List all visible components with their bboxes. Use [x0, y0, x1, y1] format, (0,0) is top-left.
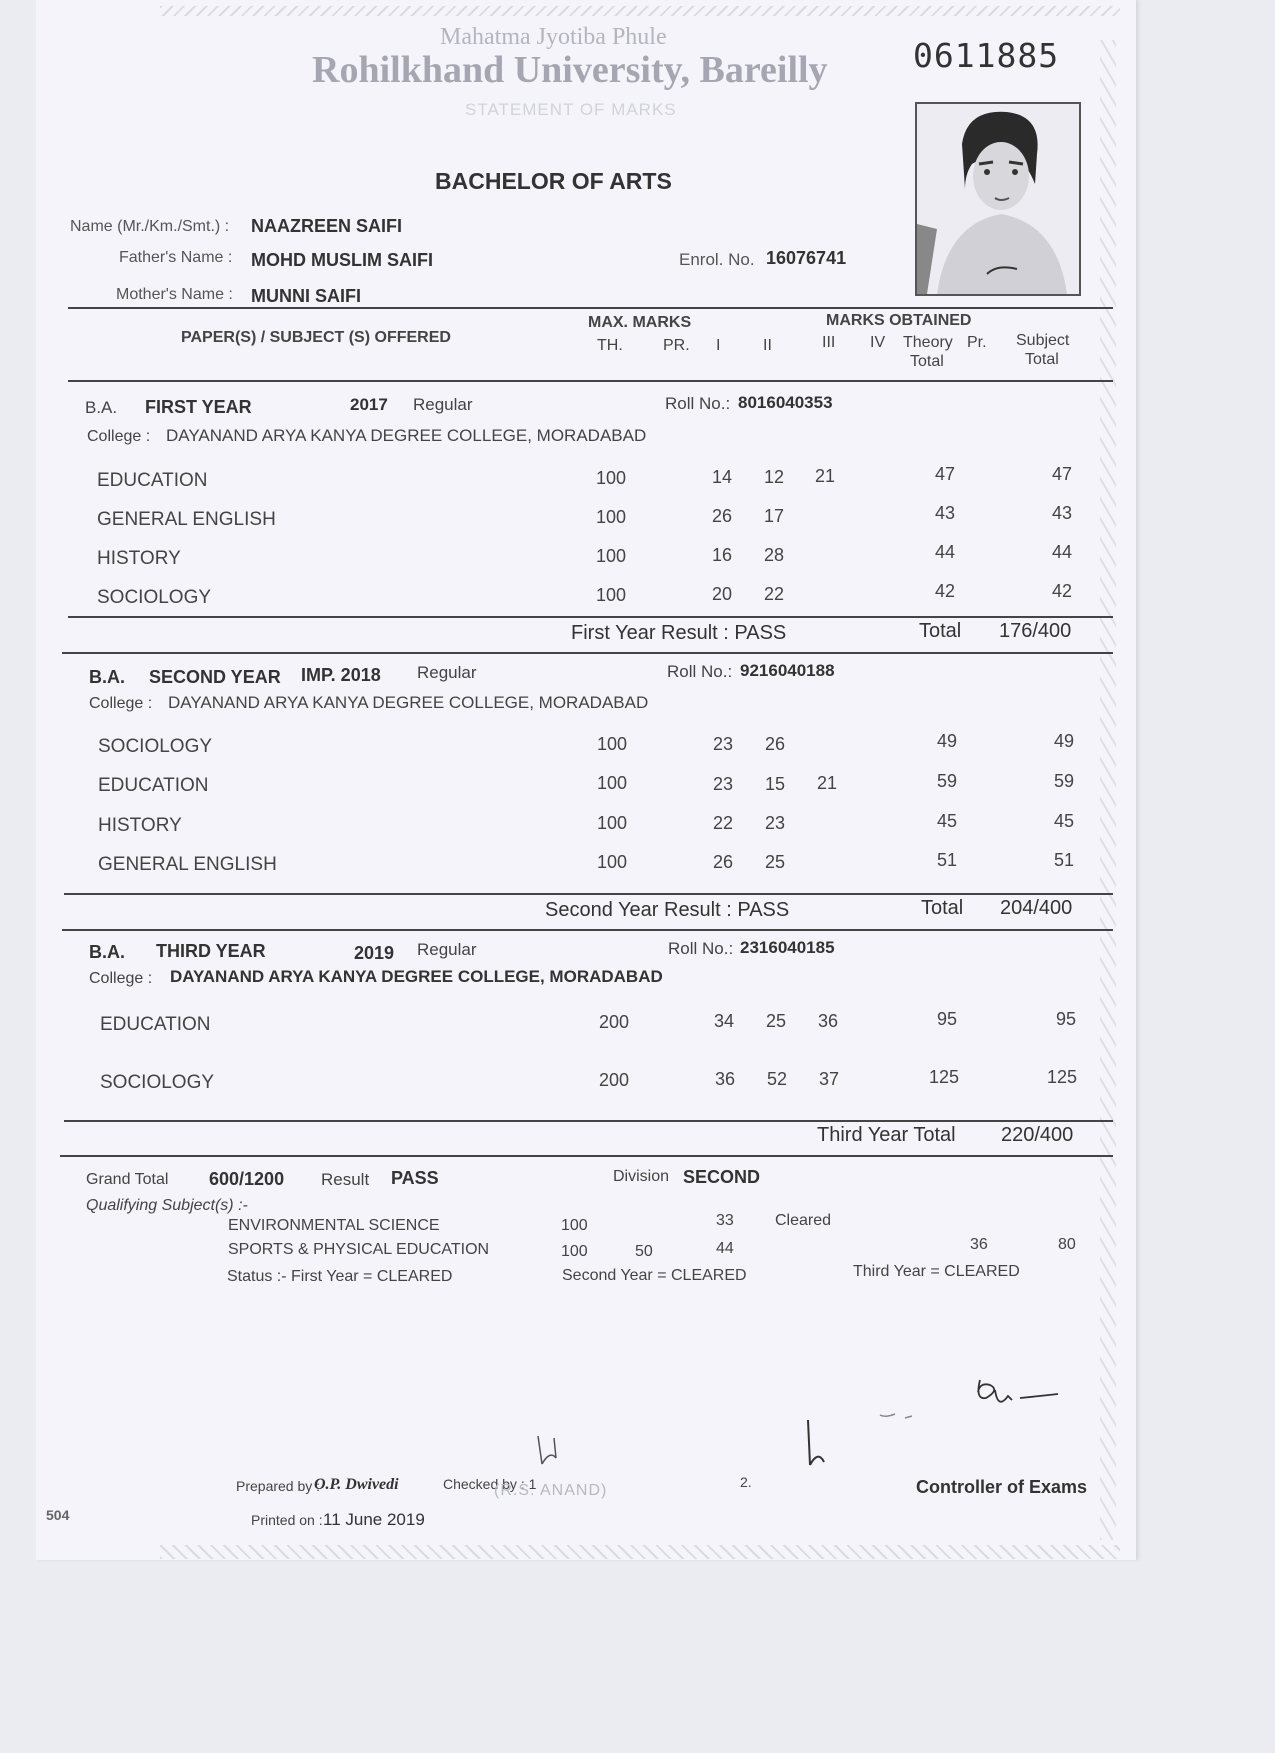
margin-number: 504 [46, 1507, 70, 1523]
mother-name: MUNNI SAIFI [251, 286, 361, 306]
year1-result: First Year Result : PASS [571, 622, 787, 644]
theory-total: 49 [937, 731, 958, 751]
controller-signature [800, 1370, 1080, 1480]
marks-iii: 21 [817, 773, 838, 793]
year1-session: 2017 [350, 395, 388, 414]
subject-name: EDUCATION [97, 470, 208, 491]
sports-pr: 50 [635, 1243, 653, 1260]
theory-total: 42 [935, 581, 956, 601]
result-label: Result [321, 1170, 370, 1189]
year2-result: Second Year Result : PASS [545, 899, 790, 921]
divider [62, 929, 1113, 931]
subject-total: 59 [1054, 771, 1075, 791]
subject-total: 125 [1047, 1067, 1078, 1087]
sports-name: SPORTS & PHYSICAL EDUCATION [228, 1241, 490, 1258]
max-marks: 200 [599, 1012, 630, 1032]
decorative-border-top [160, 6, 1120, 16]
year1-type: Regular [413, 395, 473, 414]
year3-roll: 2316040185 [740, 938, 835, 957]
year2-title: SECOND YEAR [149, 667, 281, 687]
statement-title: STATEMENT OF MARKS [465, 100, 677, 119]
env-science-name: ENVIRONMENTAL SCIENCE [228, 1217, 440, 1234]
final-result: PASS [391, 1168, 439, 1188]
marks-ii: 23 [765, 813, 786, 833]
marks-ii: 52 [767, 1069, 788, 1089]
marks-ii: 22 [764, 584, 785, 604]
subject-total: 42 [1052, 581, 1073, 601]
header-pr: PR. [663, 337, 690, 354]
prepared-label: Prepared by : [236, 1478, 321, 1494]
header-iv: IV [870, 334, 886, 351]
marks-i: 23 [713, 734, 734, 754]
name-label: Name (Mr./Km./Smt.) : [70, 218, 230, 235]
theory-total: 45 [937, 811, 958, 831]
max-marks: 100 [596, 507, 627, 527]
theory-total: 59 [937, 771, 958, 791]
marks-iii: 37 [819, 1069, 840, 1089]
grand-total-label: Grand Total [86, 1171, 169, 1188]
header-theory-total: Total [910, 353, 944, 370]
serial-number: 0611885 [913, 36, 1060, 75]
checker-initial [530, 1430, 570, 1470]
year2-type: Regular [417, 663, 477, 682]
header-i: I [716, 337, 721, 354]
subject-total: 47 [1052, 464, 1073, 484]
subject-total: 95 [1056, 1009, 1077, 1029]
year3-title: THIRD YEAR [156, 941, 266, 961]
year1-roll: 8016040353 [738, 393, 833, 412]
subject-total: 49 [1054, 731, 1075, 751]
qualifying-label: Qualifying Subject(s) :- [86, 1197, 248, 1214]
subject-total: 45 [1054, 811, 1075, 831]
subject-name: EDUCATION [98, 775, 209, 796]
divider [60, 1155, 1113, 1157]
subject-total: 51 [1054, 850, 1075, 870]
header-theory: Theory [903, 334, 953, 351]
marks-ii: 25 [765, 852, 786, 872]
printed-label: Printed on : [251, 1512, 323, 1528]
marks-i: 16 [712, 545, 733, 565]
status-first-year: Status :- First Year = CLEARED [227, 1268, 453, 1285]
marks-ii: 26 [765, 734, 786, 754]
max-marks: 100 [596, 546, 627, 566]
sports-col2: 80 [1058, 1236, 1076, 1253]
year1-total: 176/400 [999, 620, 1072, 642]
year3-total-label: Third Year Total [817, 1124, 956, 1146]
year1-title: FIRST YEAR [145, 397, 252, 417]
header-marks-obtained: MARKS OBTAINED [826, 312, 972, 329]
max-marks: 100 [597, 734, 628, 754]
max-marks: 100 [596, 585, 627, 605]
marks-ii: 12 [764, 467, 785, 487]
year3-session: 2019 [354, 943, 395, 963]
father-label: Father's Name : [119, 249, 233, 266]
degree-title: BACHELOR OF ARTS [435, 168, 672, 194]
year1-total-label: Total [919, 620, 962, 642]
max-marks: 100 [597, 852, 628, 872]
year2-session: IMP. 2018 [301, 665, 381, 685]
divider [68, 307, 1113, 309]
marks-i: 14 [712, 467, 733, 487]
student-name: NAAZREEN SAIFI [251, 216, 403, 236]
marks-i: 36 [715, 1069, 736, 1089]
max-marks: 100 [597, 813, 628, 833]
year2-total-label: Total [921, 897, 964, 919]
marks-ii: 28 [764, 545, 785, 565]
university-line1: Mahatma Jyotiba Phule [440, 24, 667, 50]
year1-ba: B.A. [85, 398, 118, 417]
max-marks: 200 [599, 1070, 630, 1090]
header-papers: PAPER(S) / SUBJECT (S) OFFERED [181, 329, 451, 346]
year2-total: 204/400 [1000, 897, 1073, 919]
subject-name: SOCIOLOGY [100, 1072, 215, 1093]
marks-i: 26 [713, 852, 734, 872]
year1-roll-label: Roll No.: [665, 394, 731, 413]
subject-name: HISTORY [97, 548, 181, 569]
year2-ba: B.A. [89, 667, 125, 687]
subject-name: HISTORY [98, 815, 182, 836]
enrol-number: 16076741 [766, 248, 847, 268]
marks-iii: 36 [818, 1011, 839, 1031]
subject-name: SOCIOLOGY [97, 587, 212, 608]
year3-college-label: College : [89, 970, 153, 987]
theory-total: 47 [935, 464, 956, 484]
theory-total: 125 [929, 1067, 960, 1087]
divider [68, 616, 1113, 618]
year2-roll-label: Roll No.: [667, 662, 733, 681]
sports-marks: 44 [716, 1240, 734, 1257]
student-photo [915, 102, 1081, 296]
subject-name: GENERAL ENGLISH [97, 509, 276, 530]
marks-i: 23 [713, 774, 734, 794]
header-th: TH. [597, 337, 623, 354]
checked-by: (R.S. ANAND) [494, 1482, 608, 1499]
year2-college: DAYANAND ARYA KANYA DEGREE COLLEGE, MORADABAD [168, 693, 649, 712]
year3-college: DAYANAND ARYA KANYA DEGREE COLLEGE, MORADABAD [170, 967, 663, 986]
year3-ba: B.A. [89, 942, 125, 962]
env-science-max: 100 [561, 1217, 588, 1234]
status-second-year: Second Year = CLEARED [562, 1267, 747, 1284]
marks-ii: 15 [765, 774, 786, 794]
marks-i: 22 [713, 813, 734, 833]
year3-total: 220/400 [1001, 1124, 1074, 1146]
year3-type: Regular [417, 940, 477, 959]
theory-total: 51 [937, 850, 958, 870]
header-pr-short: Pr. [967, 334, 987, 351]
subject-name: GENERAL ENGLISH [98, 854, 277, 875]
printed-on: 11 June 2019 [323, 1510, 425, 1529]
header-subject: Subject [1016, 332, 1070, 349]
subject-name: SOCIOLOGY [98, 736, 213, 757]
theory-total: 95 [937, 1009, 958, 1029]
max-marks: 100 [597, 773, 628, 793]
header-ii: II [763, 337, 772, 354]
divider [68, 380, 1113, 382]
subject-name: EDUCATION [100, 1014, 211, 1035]
divider [64, 1120, 1113, 1122]
marks-iii: 21 [815, 466, 836, 486]
year2-roll: 9216040188 [740, 661, 835, 680]
env-science-status: Cleared [775, 1212, 832, 1229]
grand-total: 600/1200 [209, 1169, 285, 1189]
year2-college-label: College : [89, 695, 153, 712]
division-label: Division [613, 1168, 670, 1185]
status-third-year: Third Year = CLEARED [853, 1263, 1020, 1280]
university-name: Rohilkhand University, Bareilly [312, 49, 828, 91]
controller-of-exams: Controller of Exams [916, 1477, 1088, 1497]
mother-label: Mother's Name : [116, 286, 233, 303]
sports-max: 100 [561, 1243, 588, 1260]
header-iii: III [822, 334, 836, 351]
marks-ii: 25 [766, 1011, 787, 1031]
father-name: MOHD MUSLIM SAIFI [251, 250, 433, 270]
marks-ii: 17 [764, 506, 785, 526]
header-subject-total: Total [1025, 351, 1059, 368]
marks-i: 26 [712, 506, 733, 526]
marks-i: 34 [714, 1011, 735, 1031]
decorative-border-right [1100, 40, 1116, 1540]
decorative-border-bottom [160, 1545, 1120, 1559]
year1-college-label: College : [87, 428, 151, 445]
theory-total: 43 [935, 503, 956, 523]
year3-roll-label: Roll No.: [668, 939, 734, 958]
subject-total: 44 [1052, 542, 1073, 562]
env-science-marks: 33 [716, 1212, 734, 1229]
theory-total: 44 [935, 542, 956, 562]
divider [62, 652, 1113, 654]
page-number: 2. [740, 1474, 752, 1490]
enrol-label: Enrol. No. [679, 250, 755, 269]
header-max-marks: MAX. MARKS [588, 314, 692, 331]
sports-col1: 36 [970, 1236, 988, 1253]
year1-college: DAYANAND ARYA KANYA DEGREE COLLEGE, MORADABAD [166, 426, 647, 445]
max-marks: 100 [596, 468, 627, 488]
divider [64, 893, 1113, 895]
checked-label: Checked by : 1 [443, 1476, 537, 1492]
marks-i: 20 [712, 584, 733, 604]
prepared-by: O.P. Dwivedi [314, 1476, 399, 1493]
division: SECOND [683, 1167, 761, 1187]
subject-total: 43 [1052, 503, 1073, 523]
